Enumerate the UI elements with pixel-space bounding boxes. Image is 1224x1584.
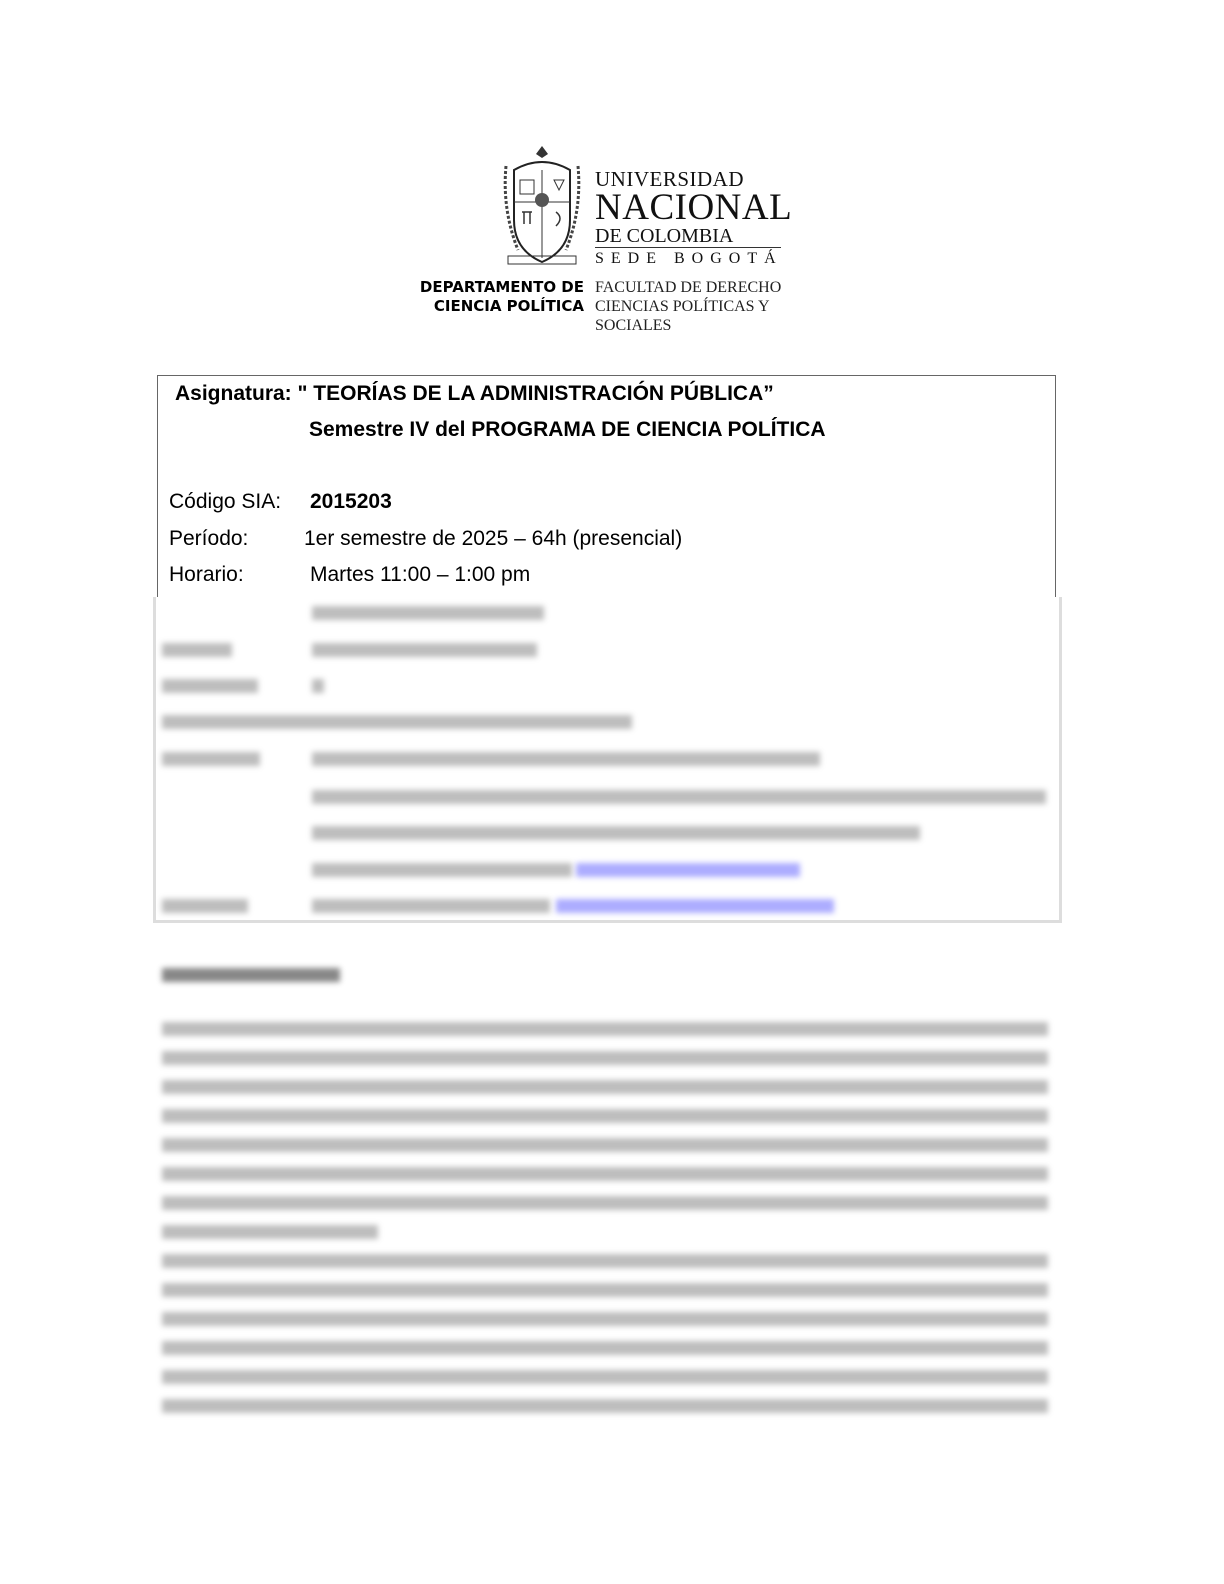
faculty-name: [595, 278, 781, 335]
horario-value: Martes 11:00 – 1:00 pm: [310, 563, 531, 586]
university-wordmark: [595, 168, 792, 270]
logo-line-3: DE COLOMBIA: [595, 226, 781, 248]
redacted-line: [312, 826, 920, 840]
department-line-2: CIENCIA POLÍTICA: [433, 297, 584, 315]
redacted-line: [312, 679, 324, 693]
faculty-line-2: CIENCIAS POLÍTICAS Y: [595, 298, 770, 315]
redacted-paragraph-line: [162, 1051, 1048, 1065]
department-line-1: DEPARTAMENTO DE: [419, 278, 584, 296]
redacted-heading: [162, 968, 340, 982]
university-crest-icon: [500, 140, 584, 268]
redacted-line: [162, 643, 232, 657]
horario-label: Horario:: [169, 563, 244, 586]
redacted-paragraph-line: [162, 1167, 1048, 1181]
course-title: Asignatura: " TEORÍAS DE LA ADMINISTRACIÓN PÚBLICA”: [175, 382, 774, 405]
redacted-paragraph-line: [162, 1138, 1048, 1152]
redacted-paragraph-line: [162, 1080, 1048, 1094]
redacted-line: [162, 715, 632, 729]
redacted-paragraph-line: [162, 1283, 1048, 1297]
redacted-paragraph-line: [162, 1225, 378, 1239]
redacted-line: [162, 679, 258, 693]
redacted-paragraph-line: [162, 1254, 1048, 1268]
redacted-line: [312, 899, 550, 913]
redacted-line: [312, 752, 820, 766]
redacted-line: [312, 790, 1046, 804]
logo-line-1: UNIVERSIDAD: [595, 167, 744, 191]
codigo-label: Código SIA:: [169, 490, 282, 513]
faculty-line-3: SOCIALES: [595, 317, 672, 334]
redacted-line: [312, 606, 544, 620]
logo-line-2: NACIONAL: [595, 187, 793, 228]
codigo-value: 2015203: [310, 490, 392, 513]
faculty-line-1: FACULTAD DE DERECHO: [595, 279, 782, 296]
redacted-paragraph-line: [162, 1399, 1048, 1413]
redacted-paragraph-line: [162, 1341, 1048, 1355]
periodo-label: Período:: [169, 527, 249, 550]
redacted-paragraph-line: [162, 1196, 1048, 1210]
periodo-value: 1er semestre de 2025 – 64h (presencial): [304, 527, 683, 550]
redacted-line: [312, 643, 537, 657]
redacted-paragraph-line: [162, 1022, 1048, 1036]
redacted-email-link[interactable]: [576, 863, 800, 877]
redacted-line: [162, 899, 248, 913]
redacted-line: [162, 752, 260, 766]
redacted-paragraph-line: [162, 1109, 1048, 1123]
course-info-box: [157, 375, 1056, 598]
course-subtitle: Semestre IV del PROGRAMA DE CIENCIA POLÍTICA: [309, 418, 826, 441]
redacted-email-link[interactable]: [556, 899, 834, 913]
redacted-paragraph-line: [162, 1312, 1048, 1326]
redacted-paragraph-line: [162, 1370, 1048, 1384]
redacted-line: [312, 863, 572, 877]
logo-line-4: SEDE BOGOTÁ: [595, 250, 783, 267]
department-name: [420, 278, 584, 316]
